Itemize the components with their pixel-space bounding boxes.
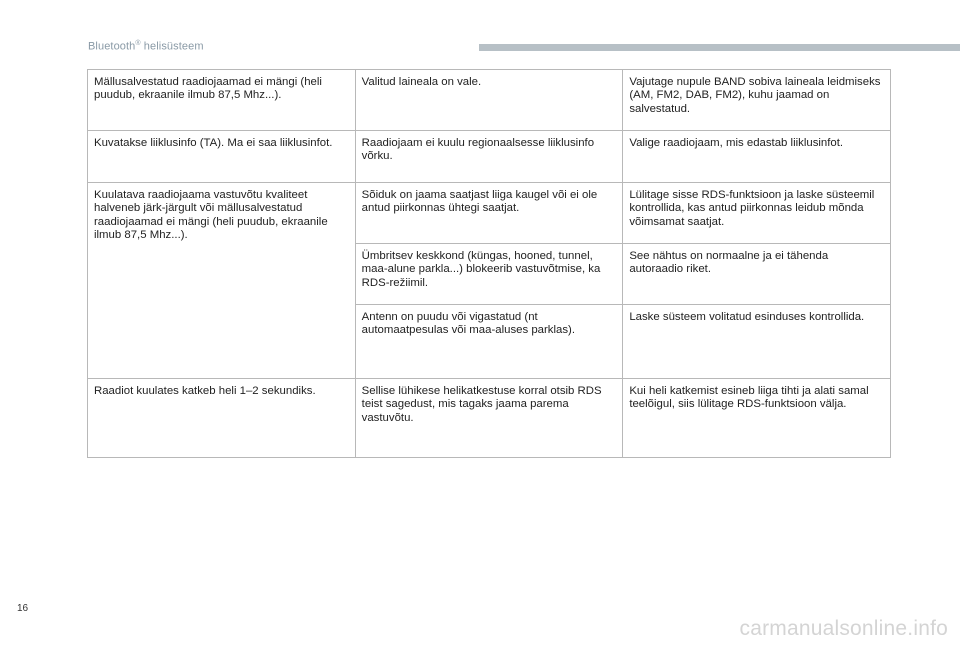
cause-cell: Ümbritsev keskkond (küngas, hooned, tunnel, maa-alune parkla...) blokeerib vastuvõtmise, ka RDS-režiimil. — [355, 244, 623, 305]
page-number: 16 — [17, 603, 29, 614]
table-row — [88, 183, 891, 244]
problem-cell: Kuulatava raadiojaama vastuvõtu kvaliteet halveneb järk-järgult või mällusalvestatud raadiojaamad ei mängi (heli puudub, ekraanile ilmub 87,5 Mhz...). — [88, 183, 356, 379]
solution-cell: Kui heli katkemist esineb liiga tihti ja alati samal teelõigul, siis lülitage RDS-funktsioon välja. — [623, 379, 891, 458]
problem-cell: Mällusalvestatud raadiojaamad ei mängi (heli puudub, ekraanile ilmub 87,5 Mhz...). — [88, 70, 356, 131]
solution-cell: Vajutage nupule BAND sobiva laineala leidmiseks (AM, FM2, DAB, FM2), kuhu jaamad on salvestatud. — [623, 70, 891, 131]
table-row — [88, 70, 891, 131]
cause-cell: Antenn on puudu või vigastatud (nt automaatpesulas või maa-aluses parklas). — [355, 305, 623, 379]
table-row — [88, 131, 891, 183]
problem-cell: Raadiot kuulates katkeb heli 1–2 sekundiks. — [88, 379, 356, 458]
cause-cell: Valitud laineala on vale. — [355, 70, 623, 131]
registered-mark: ® — [135, 40, 141, 47]
troubleshooting-table — [87, 69, 891, 458]
solution-cell: Laske süsteem volitatud esinduses kontrollida. — [623, 305, 891, 379]
table-row — [88, 379, 891, 458]
cause-cell: Sellise lühikese helikatkestuse korral otsib RDS teist sagedust, mis tagaks jaama parema vastuvõtu. — [355, 379, 623, 458]
section-title: Bluetooth® helisüsteem — [88, 40, 204, 53]
cause-cell: Raadiojaam ei kuulu regionaalsesse liiklusinfo võrku. — [355, 131, 623, 183]
problem-cell: Kuvatakse liiklusinfo (TA). Ma ei saa liiklusinfot. — [88, 131, 356, 183]
cause-cell: Sõiduk on jaama saatjast liiga kaugel või ei ole antud piirkonnas ühtegi saatjat. — [355, 183, 623, 244]
watermark[interactable]: carmanualsonline.info — [739, 617, 948, 640]
solution-cell: Valige raadiojaam, mis edastab liiklusinfot. — [623, 131, 891, 183]
header-bar — [479, 44, 960, 51]
solution-cell: See nähtus on normaalne ja ei tähenda autoraadio riket. — [623, 244, 891, 305]
solution-cell: Lülitage sisse RDS-funktsioon ja laske süsteemil kontrollida, kas antud piirkonnas leidub mõnda võimsamat saatjat. — [623, 183, 891, 244]
